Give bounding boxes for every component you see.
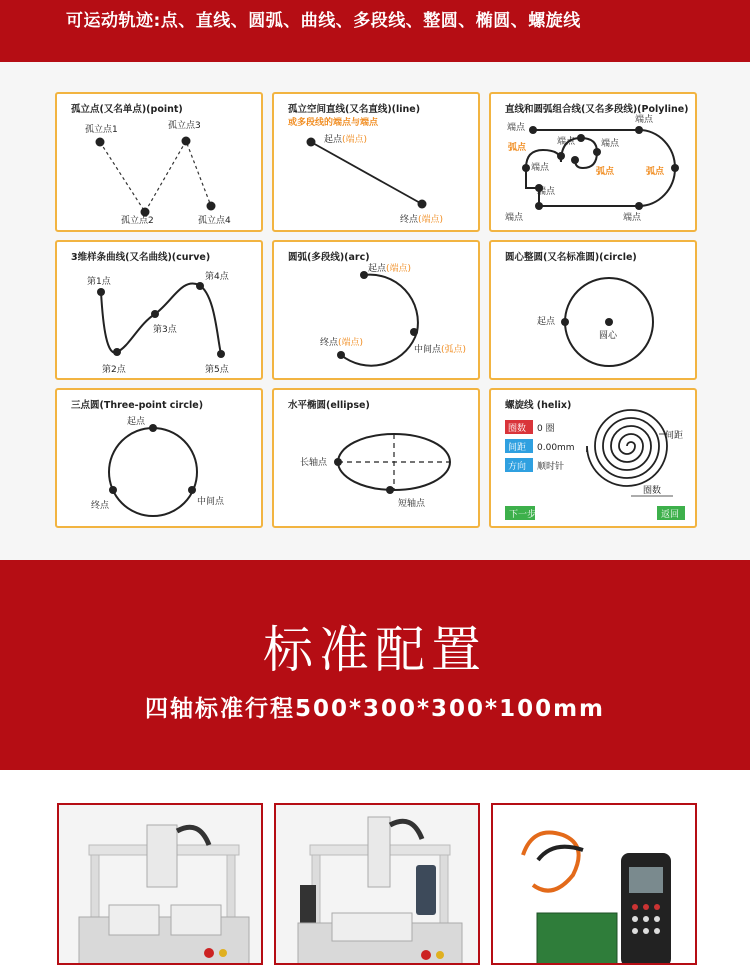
- svg-text:终点(端点): [320, 336, 363, 348]
- helix-row-key: 方向: [508, 462, 527, 472]
- banner-title: 可运动轨迹:点、直线、圆弧、曲线、多段线、整圆、椭圆、螺旋线: [66, 11, 581, 31]
- line-start-tag: (端点): [342, 135, 368, 145]
- ellipse-diagram: [274, 390, 482, 530]
- ellipse-major-label: 长轴点: [300, 458, 328, 468]
- helix-row-key: 圈数: [508, 424, 527, 434]
- point-label-3: 孤立点3: [168, 121, 201, 131]
- polyline-arc-label: 弧点: [508, 143, 527, 153]
- curve-label-3: 第3点: [153, 325, 177, 335]
- arc-start-tag: (端点): [386, 264, 412, 274]
- top-banner: [0, 0, 750, 62]
- circle-start-label: 起点: [537, 317, 556, 327]
- polyline-endpoint-label: 端点: [505, 213, 524, 223]
- curve-label-5: 第5点: [205, 365, 229, 375]
- card-arc: [272, 240, 480, 380]
- config-subtitle: 四轴标准行程500*300*300*100mm: [144, 696, 606, 722]
- arc-end-label: 终点: [320, 338, 339, 348]
- three-point-end-label: 终点: [91, 501, 110, 511]
- helix-row-value: 0.00mm: [537, 443, 575, 453]
- card-ellipse: [272, 388, 480, 528]
- ellipse-minor-label: 短轴点: [398, 499, 426, 509]
- machine-photo-2: [274, 803, 480, 965]
- curve-diagram: [57, 242, 265, 382]
- card-title: 孤立空间直线(又名直线)(line): [288, 104, 421, 115]
- curve-label-4: 第4点: [205, 272, 229, 282]
- machine-image: [276, 805, 480, 965]
- polyline-endpoint-label: 端点: [531, 163, 550, 173]
- controller-photo: [491, 803, 697, 965]
- card-helix: [489, 388, 697, 528]
- polyline-diagram: [491, 94, 699, 234]
- card-point: [55, 92, 263, 232]
- helix-row-value: 0 圈: [537, 424, 555, 434]
- polyline-endpoint-label: 端点: [537, 187, 556, 197]
- card-title: 3维样条曲线(又名曲线)(curve): [71, 252, 211, 263]
- arc-mid-tag: (弧点): [441, 345, 467, 355]
- svg-text:终点(端点): [400, 213, 443, 225]
- three-point-start-label: 起点: [127, 417, 146, 427]
- card-title: 孤立点(又名单点)(point): [71, 104, 183, 115]
- polyline-endpoint-label: 端点: [635, 115, 654, 125]
- three-point-mid-label: 中间点: [197, 497, 225, 507]
- card-polyline: [489, 92, 697, 232]
- machine-image: [59, 805, 263, 965]
- arc-end-tag: (端点): [338, 338, 364, 348]
- back-button[interactable]: 返回: [661, 510, 680, 520]
- curve-label-2: 第2点: [102, 365, 126, 375]
- polyline-endpoint-label: 端点: [601, 139, 620, 149]
- point-label-2: 孤立点2: [121, 216, 154, 226]
- card-title: 水平椭圆(ellipse): [288, 400, 370, 411]
- helix-diagram: [491, 390, 699, 530]
- point-diagram: [57, 94, 265, 234]
- card-title: 圆弧(多段线)(arc): [288, 252, 370, 263]
- card-title: 直线和圆弧组合线(又名多段线)(Polyline): [505, 104, 689, 115]
- arc-mid-label: 中间点: [414, 345, 442, 355]
- next-button[interactable]: 下一步: [509, 510, 537, 520]
- card-three-point-circle: [55, 388, 263, 528]
- polyline-arc-label: 弧点: [596, 167, 615, 177]
- point-label-4: 孤立点4: [198, 216, 231, 226]
- helix-row-value: 顺时针: [537, 462, 565, 472]
- line-diagram: [274, 94, 482, 234]
- card-title: 螺旋线 (helix): [505, 400, 572, 411]
- circle-center-label: 圆心: [599, 331, 618, 341]
- line-end-tag: (端点): [418, 215, 444, 225]
- card-curve: [55, 240, 263, 380]
- helix-pitch-label: 间距: [665, 431, 684, 441]
- svg-text:中间点(弧点): [414, 343, 466, 355]
- curve-label-1: 第1点: [87, 277, 111, 287]
- svg-text:起点(端点): [324, 133, 367, 145]
- svg-text:起点(端点): [368, 262, 411, 274]
- card-title: 圆心整圆(又名标准圆)(circle): [505, 252, 637, 263]
- config-banner: [0, 560, 750, 770]
- machine-photo-1: [57, 803, 263, 965]
- arc-diagram: [274, 242, 482, 382]
- card-circle: [489, 240, 697, 380]
- arc-start-label: 起点: [368, 264, 387, 274]
- line-end-label: 终点: [400, 215, 419, 225]
- card-title: 三点圆(Three-point circle): [71, 400, 204, 411]
- product-photos: [0, 770, 750, 965]
- controller-image: [493, 805, 697, 965]
- circle-diagram: [491, 242, 699, 382]
- helix-spiral: [587, 410, 667, 486]
- polyline-endpoint-label: 端点: [507, 123, 526, 133]
- card-line: [272, 92, 480, 232]
- helix-row-key: 间距: [508, 443, 527, 453]
- line-start-label: 起点: [324, 135, 343, 145]
- polyline-endpoint-label: 端点: [557, 137, 576, 147]
- card-subtitle: 或多段线的端点与端点: [288, 118, 379, 128]
- polyline-endpoint-label: 端点: [623, 213, 642, 223]
- polyline-arc-label: 弧点: [646, 167, 665, 177]
- point-label-1: 孤立点1: [85, 125, 118, 135]
- helix-turns-label: 圈数: [643, 486, 662, 496]
- trajectory-grid: [0, 62, 750, 560]
- three-point-circle-diagram: [57, 390, 265, 530]
- config-title: 标准配置: [263, 621, 487, 679]
